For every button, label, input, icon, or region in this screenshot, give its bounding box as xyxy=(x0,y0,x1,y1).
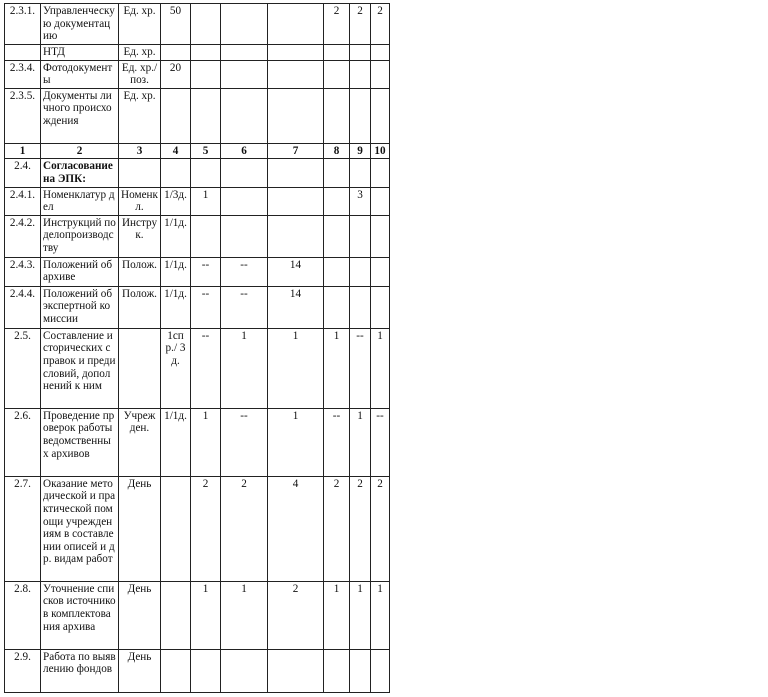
table-cell xyxy=(221,4,268,45)
table-cell: 5 xyxy=(191,143,221,159)
table-cell xyxy=(161,45,191,61)
item-number-cell: 2.4.1. xyxy=(5,187,41,215)
table-cell: 14 xyxy=(268,286,324,328)
item-name-cell: Документы личного происхождения xyxy=(41,88,119,143)
table-cell: 1 xyxy=(191,581,221,649)
table-cell xyxy=(350,286,371,328)
table-cell: -- xyxy=(221,257,268,286)
table-cell: 3 xyxy=(119,143,161,159)
table-cell: Ед. хр. xyxy=(119,45,161,61)
table-cell: 14 xyxy=(268,257,324,286)
table-cell xyxy=(324,257,350,286)
item-number-cell: 2.5. xyxy=(5,328,41,408)
table-cell xyxy=(324,215,350,257)
table-row xyxy=(5,159,390,187)
table-cell: Ед. хр. xyxy=(119,88,161,143)
table-cell: День xyxy=(119,649,161,692)
table-cell xyxy=(268,60,324,88)
table-row xyxy=(5,581,390,649)
table-cell xyxy=(191,88,221,143)
item-number-cell: 2.4.3. xyxy=(5,257,41,286)
item-name-cell: Проведение проверок работы ведомственных архивов xyxy=(41,408,119,476)
table-cell xyxy=(371,159,390,187)
item-name-cell: Уточнение списков источников комплектования архива xyxy=(41,581,119,649)
table-cell xyxy=(324,60,350,88)
table-cell: 1 xyxy=(221,581,268,649)
table-cell xyxy=(268,215,324,257)
table-cell: -- xyxy=(324,408,350,476)
table-row xyxy=(5,328,390,408)
table-cell: 8 xyxy=(324,143,350,159)
item-number-cell: 2.7. xyxy=(5,476,41,581)
table-cell: 1 xyxy=(324,328,350,408)
table-cell xyxy=(324,187,350,215)
item-number-cell: 2.3.1. xyxy=(5,4,41,45)
table-cell: 50 xyxy=(161,4,191,45)
table-cell xyxy=(371,60,390,88)
table-cell: 1 xyxy=(191,408,221,476)
table-cell xyxy=(161,159,191,187)
table-row xyxy=(5,187,390,215)
table-cell xyxy=(161,649,191,692)
table-row xyxy=(5,476,390,581)
item-name-cell: 2 xyxy=(41,143,119,159)
item-number-cell xyxy=(5,45,41,61)
table-cell xyxy=(221,187,268,215)
table-cell: 2 xyxy=(324,476,350,581)
table-cell xyxy=(371,187,390,215)
table-cell xyxy=(350,215,371,257)
item-number-cell: 2.4.4. xyxy=(5,286,41,328)
table-cell: -- xyxy=(350,328,371,408)
table-cell: 1спр./ 3 д. xyxy=(161,328,191,408)
table-cell xyxy=(350,159,371,187)
table-cell: 1 xyxy=(350,581,371,649)
table-cell xyxy=(119,159,161,187)
item-name-cell: Номенклатур дел xyxy=(41,187,119,215)
table-cell: Номенкл. xyxy=(119,187,161,215)
table-cell xyxy=(161,581,191,649)
table-cell: 20 xyxy=(161,60,191,88)
table-cell: Ед. хр./поз. xyxy=(119,60,161,88)
table-cell xyxy=(191,215,221,257)
table-cell: 4 xyxy=(161,143,191,159)
table-row xyxy=(5,4,390,45)
table-cell xyxy=(371,88,390,143)
column-number-row xyxy=(5,143,390,159)
table-cell xyxy=(191,45,221,61)
item-number-cell: 2.4.2. xyxy=(5,215,41,257)
table-cell xyxy=(221,88,268,143)
table-cell xyxy=(221,649,268,692)
table-cell: -- xyxy=(191,286,221,328)
table-row xyxy=(5,408,390,476)
item-number-cell: 2.8. xyxy=(5,581,41,649)
table-row xyxy=(5,215,390,257)
table-cell: 2 xyxy=(324,4,350,45)
table-cell xyxy=(324,88,350,143)
table-cell xyxy=(191,649,221,692)
table-cell xyxy=(268,88,324,143)
table-cell: -- xyxy=(221,408,268,476)
table-cell: 9 xyxy=(350,143,371,159)
table-cell xyxy=(324,649,350,692)
table-cell xyxy=(268,159,324,187)
item-name-cell: Работа по выявлению фондов xyxy=(41,649,119,692)
item-number-cell: 2.4. xyxy=(5,159,41,187)
table-cell: 10 xyxy=(371,143,390,159)
item-name-cell: Фотодокументы xyxy=(41,60,119,88)
item-name-cell: Оказание методической и практической помощи учреждениям в составлении описей и др. видам работ xyxy=(41,476,119,581)
table-row xyxy=(5,88,390,143)
table-cell: 1 xyxy=(371,328,390,408)
table-cell xyxy=(350,60,371,88)
table-cell: 1 xyxy=(371,581,390,649)
table-cell xyxy=(350,88,371,143)
table-cell xyxy=(161,476,191,581)
table-cell xyxy=(268,45,324,61)
table-cell xyxy=(268,4,324,45)
table-cell: -- xyxy=(221,286,268,328)
table-cell: 4 xyxy=(268,476,324,581)
table-cell: День xyxy=(119,476,161,581)
table-cell xyxy=(161,88,191,143)
table-cell: -- xyxy=(371,408,390,476)
table-cell xyxy=(268,649,324,692)
table-cell: 1 xyxy=(191,187,221,215)
item-name-cell: Управленческую документацию xyxy=(41,4,119,45)
table-cell: Инструк. xyxy=(119,215,161,257)
item-number-cell: 2.6. xyxy=(5,408,41,476)
table-cell: 1/1д. xyxy=(161,257,191,286)
item-name-cell: Составление исторических справок и предисловий, дополнений к ним xyxy=(41,328,119,408)
table-cell: Ед. хр. xyxy=(119,4,161,45)
table-cell: 1 xyxy=(268,328,324,408)
table-cell: 2 xyxy=(191,476,221,581)
table-row xyxy=(5,45,390,61)
document-table xyxy=(4,3,390,693)
table-row xyxy=(5,649,390,692)
table-cell xyxy=(191,4,221,45)
table-cell: 1 xyxy=(221,328,268,408)
table-cell xyxy=(119,328,161,408)
item-name-cell: Положений об экспертной комиссии xyxy=(41,286,119,328)
table-cell xyxy=(324,286,350,328)
item-name-cell: Согласование на ЭПК: xyxy=(41,159,119,187)
table-cell: -- xyxy=(191,328,221,408)
table-cell: 6 xyxy=(221,143,268,159)
table-cell xyxy=(324,159,350,187)
table-cell xyxy=(371,286,390,328)
table-cell xyxy=(371,257,390,286)
table-cell xyxy=(221,215,268,257)
table-cell: День xyxy=(119,581,161,649)
table-cell: 1/1д. xyxy=(161,215,191,257)
table-cell xyxy=(268,187,324,215)
table-row xyxy=(5,257,390,286)
table-cell: Полож. xyxy=(119,257,161,286)
table-cell: 2 xyxy=(350,4,371,45)
item-number-cell: 1 xyxy=(5,143,41,159)
item-name-cell: НТД xyxy=(41,45,119,61)
item-name-cell: Положений об архиве xyxy=(41,257,119,286)
table-cell xyxy=(221,45,268,61)
table-cell: 2 xyxy=(268,581,324,649)
table-cell xyxy=(191,159,221,187)
table-cell: 7 xyxy=(268,143,324,159)
table-cell: 2 xyxy=(221,476,268,581)
table-cell xyxy=(324,45,350,61)
table-cell: 2 xyxy=(371,4,390,45)
table-cell xyxy=(371,45,390,61)
table-cell: -- xyxy=(191,257,221,286)
item-number-cell: 2.9. xyxy=(5,649,41,692)
table-cell xyxy=(371,649,390,692)
table-cell xyxy=(350,45,371,61)
table-cell xyxy=(350,649,371,692)
table-cell xyxy=(221,159,268,187)
table-cell: 1/1д. xyxy=(161,286,191,328)
table-cell: Учрежден. xyxy=(119,408,161,476)
table-cell: 1/1д. xyxy=(161,408,191,476)
table-cell: 1 xyxy=(268,408,324,476)
table-cell: 1 xyxy=(350,408,371,476)
item-name-cell: Инструкций по делопроизводству xyxy=(41,215,119,257)
table-cell: 2 xyxy=(350,476,371,581)
table-cell xyxy=(221,60,268,88)
table-cell: Полож. xyxy=(119,286,161,328)
table-cell xyxy=(191,60,221,88)
table-row xyxy=(5,60,390,88)
table-cell: 3 xyxy=(350,187,371,215)
table-cell: 1 xyxy=(324,581,350,649)
table-cell xyxy=(371,215,390,257)
item-number-cell: 2.3.4. xyxy=(5,60,41,88)
item-number-cell: 2.3.5. xyxy=(5,88,41,143)
table-row xyxy=(5,286,390,328)
table-cell: 2 xyxy=(371,476,390,581)
table-cell xyxy=(350,257,371,286)
table-cell: 1/3д. xyxy=(161,187,191,215)
